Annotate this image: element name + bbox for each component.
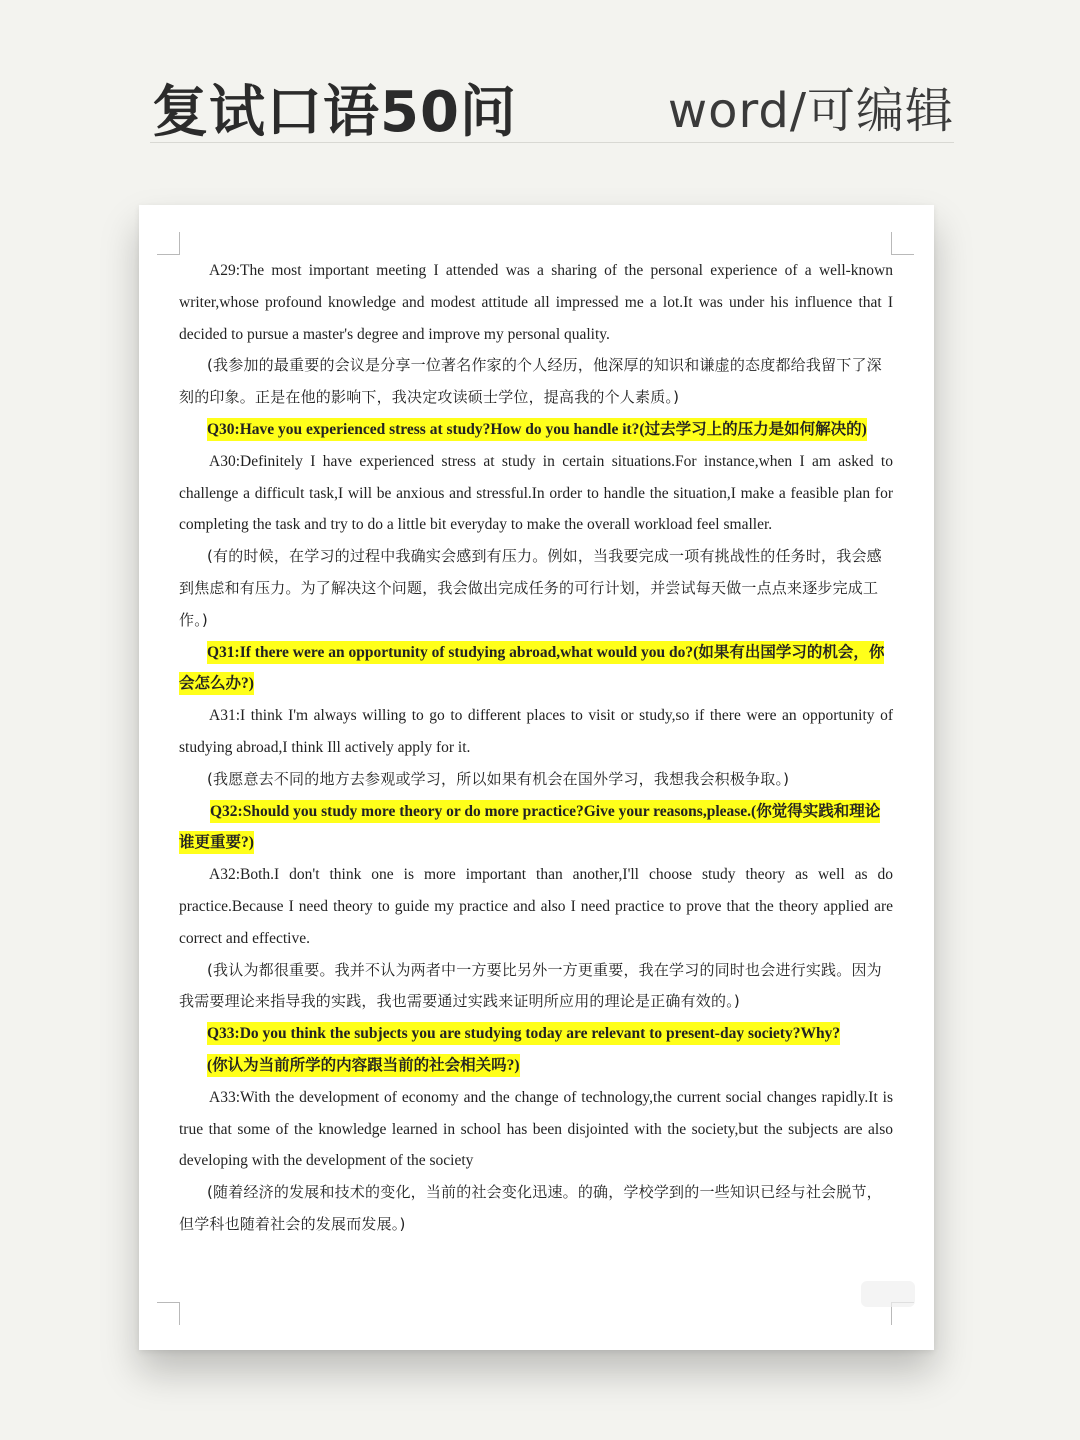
answer-33-english: A33:With the development of economy and the change of technology,the current social changes rapidly.It is true that some of the knowledge learned in school has been disjointed with the society,but the subjects are also developing with the development of the society [179,1088,893,1170]
watermark [861,1281,915,1307]
answer-30-chinese: (有的时候，在学习的过程中我确实会感到有压力。例如，当我要完成一项有挑战性的任务时，我会感到焦虑和有压力。为了解决这个问题，我会做出完成任务的可行计划，并尝试每天做一点点来逐步完成工作。) [179,547,882,629]
question-30-text: Q30:Have you experienced stress at study?How do you handle it?(过去学习上的压力是如何解决的) [207,418,867,441]
answer-30-english: A30:Definitely I have experienced stress at study in certain situations.For instance,when I am asked to challenge a difficult task,I will be anxious and stressful.In order to handle the situation,I make a feasible plan for completing the task and try to do a little bit everyday to make the overall workload feel smaller. [179,452,893,534]
corner-mark-bottom-left [157,1302,180,1325]
answer-32-chinese: (我认为都很重要。我并不认为两者中一方要比另外一方更重要，我在学习的同时也会进行实践。因为我需要理论来指导我的实践，我也需要通过实践来证明所应用的理论是正确有效的。) [179,960,882,1011]
document-page [139,205,934,1350]
answer-33-chinese: (随着经济的发展和技术的变化，当前的社会变化迅速。的确，学校学到的一些知识已经与社会脱节，但学科也随着社会的发展而发展。) [179,1183,882,1233]
answer-32-english: A32:Both.I don't think one is more important than another,I'll choose study theory as well as do practice.Because I need theory to guide my practice and also I need practice to prove that the theory applied are correct and effective. [179,866,893,947]
answer-31-english: A31:I think I'm always willing to go to different places to visit or study,so if there were an opportunity of studying abroad,I think Ill actively apply for it. [179,707,893,756]
question-33-line-1: Q33:Do you think the subjects you are studying today are relevant to present-day society?Why? [207,1022,840,1045]
answer-29-chinese: (我参加的最重要的会议是分享一位著名作家的个人经历，他深厚的知识和谦虚的态度都给我留下了深刻的印象。正是在他的影响下，我决定攻读硕士学位，提高我的个人素质。) [179,356,882,407]
header [150,60,954,143]
question-31 [179,637,893,701]
answer-31-chinese: (我愿意去不同的地方去参观或学习，所以如果有机会在国外学习，我想我会积极争取。) [207,769,790,788]
answer-29-english: A29:The most important meeting I attended was a sharing of the personal experience of a well-known writer,whose profound knowledge and modest attitude all impressed me a lot.It was under his influence that I decided to pursue a master's degree and improve my personal quality. [179,262,893,343]
corner-mark-top-left [157,232,180,255]
page-title: 复试口语50问 [152,80,517,145]
question-30 [179,414,893,446]
question-33-line-2: (你认为当前所学的内容跟当前的社会相关吗?) [207,1054,520,1077]
question-31-text: Q31:If there were an opportunity of studying abroad,what would you do?(如果有出国学习的机会，你会怎么办?) [179,641,884,696]
question-32 [179,796,893,860]
page-subtitle: word/可编辑 [667,83,954,139]
question-33 [179,1018,893,1050]
question-32-text: Q32:Should you study more theory or do more practice?Give your reasons,please.(你觉得实践和理论谁更重要?) [179,800,880,855]
document-body [179,255,893,1241]
corner-mark-top-right [891,232,914,255]
question-33-translation [179,1050,893,1082]
